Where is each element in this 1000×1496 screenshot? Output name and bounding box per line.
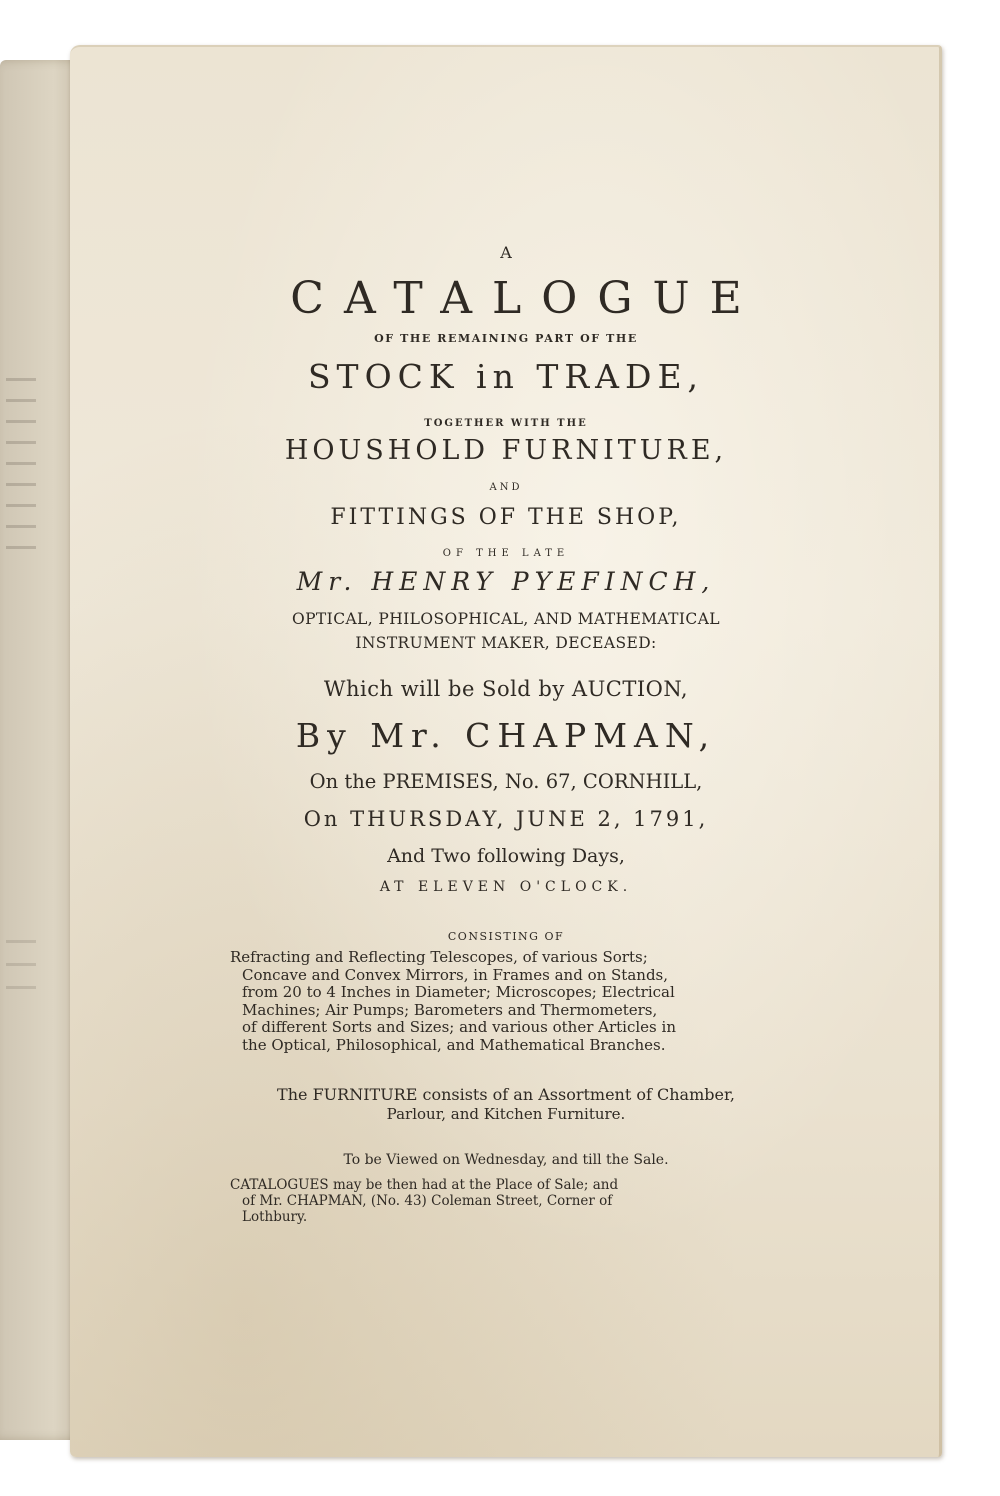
subtitle-and: AND bbox=[489, 482, 523, 493]
title-page bbox=[70, 45, 942, 1457]
title-article: A bbox=[500, 243, 512, 262]
catalogues-line: of Mr. CHAPMAN, (No. 43) Coleman Street, Corner of bbox=[242, 1193, 613, 1209]
fittings-of-shop: FITTINGS OF THE SHOP, bbox=[330, 505, 682, 530]
catalogues-line: Lothbury. bbox=[242, 1209, 308, 1225]
contents-line: the Optical, Philosophical, and Mathematical Branches. bbox=[242, 1035, 666, 1054]
date-line: On THURSDAY, JUNE 2, 1791, bbox=[303, 807, 709, 831]
contents-line: Refracting and Reflecting Telescopes, of various Sorts; bbox=[230, 948, 648, 966]
time-line: AT ELEVEN O'CLOCK. bbox=[379, 879, 633, 895]
premises-line: On the PREMISES, No. 67, CORNHILL, bbox=[309, 770, 703, 793]
stock-in-trade: STOCK in TRADE, bbox=[307, 357, 705, 396]
household-furniture: HOUSHOLD FURNITURE, bbox=[284, 435, 728, 466]
title-main: CATALOGUE bbox=[290, 273, 762, 324]
auctioneer-line: By Mr. CHAPMAN, bbox=[295, 716, 717, 755]
furniture-note-line-1: The FURNITURE consists of an Assortment of Chamber, bbox=[277, 1085, 735, 1104]
furniture-note-line-2: Parlour, and Kitchen Furniture. bbox=[386, 1105, 626, 1123]
profession-line-2: INSTRUMENT MAKER, DECEASED: bbox=[355, 634, 657, 652]
contents-line: Machines; Air Pumps; Barometers and Thermometers, bbox=[242, 1000, 658, 1019]
catalogues-paragraph bbox=[230, 1177, 740, 1225]
contents-line: Concave and Convex Mirrors, in Frames and on Stands, bbox=[242, 965, 669, 984]
consisting-heading: CONSISTING OF bbox=[447, 930, 565, 943]
profession-line-1: OPTICAL, PHILOSOPHICAL, AND MATHEMATICAL bbox=[292, 610, 720, 628]
subtitle-remaining: OF THE REMAINING PART OF THE bbox=[374, 332, 638, 345]
bleed-through-text bbox=[6, 360, 36, 560]
deceased-name: Mr. HENRY PYEFINCH, bbox=[296, 567, 716, 596]
contents-line: from 20 to 4 Inches in Diameter; Microscopes; Electrical bbox=[242, 983, 675, 1001]
contents-paragraph bbox=[230, 949, 740, 1054]
catalogues-line: CATALOGUES may be then had at the Place of Sale; and bbox=[230, 1177, 619, 1193]
contents-line: of different Sorts and Sizes; and various other Articles in bbox=[242, 1018, 676, 1036]
subtitle-together: TOGETHER WITH THE bbox=[424, 418, 588, 429]
following-days-line: And Two following Days, bbox=[387, 845, 625, 867]
bleed-through-text-lower bbox=[6, 920, 36, 1000]
viewing-line: To be Viewed on Wednesday, and till the Sale. bbox=[343, 1152, 669, 1168]
subtitle-late: OF THE LATE bbox=[442, 548, 570, 559]
auction-line: Which will be Sold by AUCTION, bbox=[323, 677, 689, 701]
